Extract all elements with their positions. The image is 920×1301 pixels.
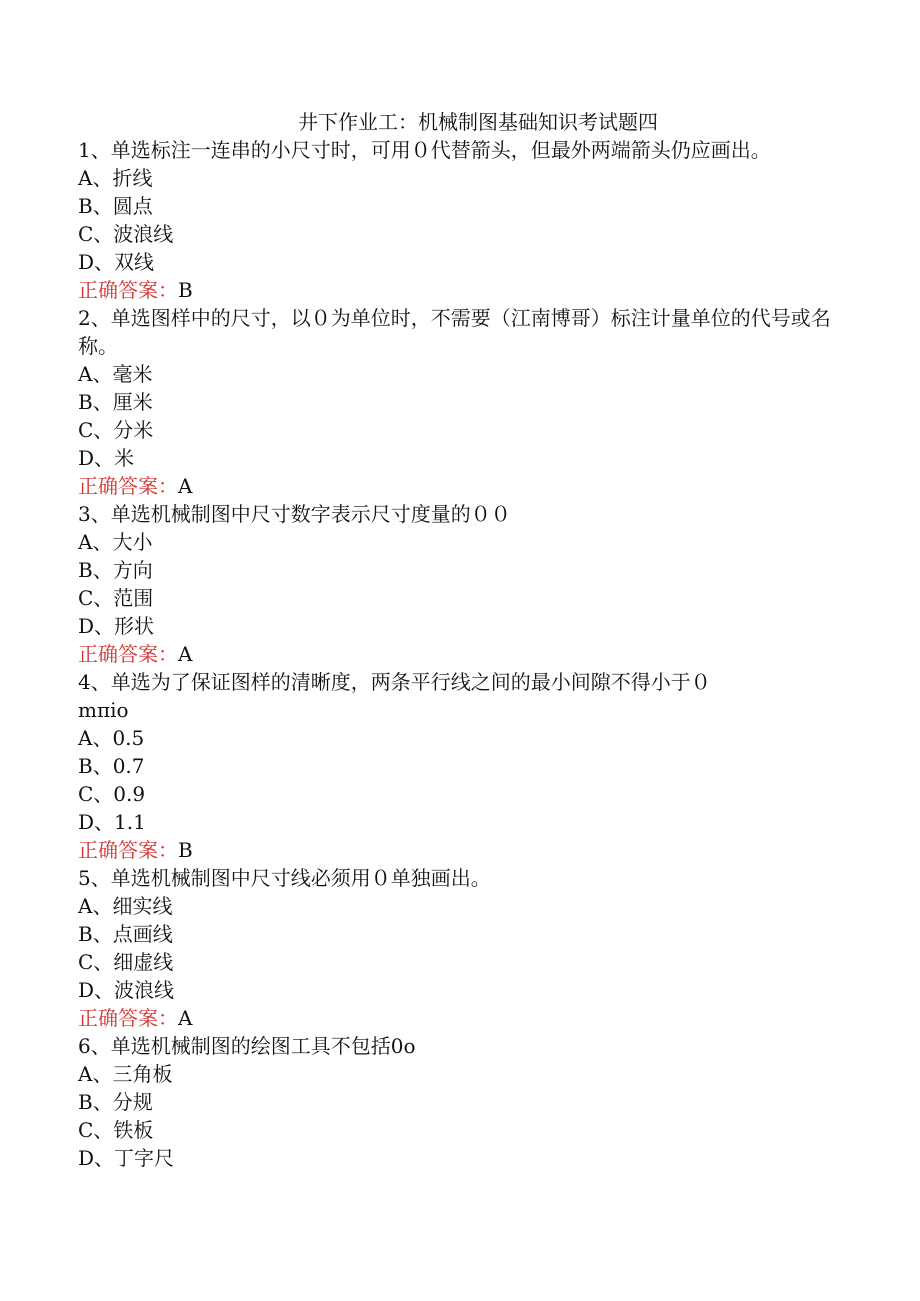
question-text: 5、单选机械制图中尺寸线必须用０单独画出。 xyxy=(78,866,491,890)
question-text: 6、单选机械制图的绘图工具不包括0o xyxy=(78,1034,416,1058)
option-b: B、厘米 xyxy=(78,390,153,414)
option-a: A、细实线 xyxy=(78,894,173,918)
answer-line xyxy=(78,1004,848,1032)
option-b: B、圆点 xyxy=(78,194,153,218)
question-block xyxy=(78,864,848,1032)
answer-value: A xyxy=(178,1006,193,1030)
page-title: 井下作业工：机械制图基础知识考试题四 xyxy=(298,110,658,134)
answer-line xyxy=(78,276,848,304)
option-d: D、米 xyxy=(78,446,135,470)
question-block xyxy=(78,304,848,500)
question-text: 4、单选为了保证图样的清晰度，两条平行线之间的最小间隙不得小于０ xyxy=(78,670,711,694)
answer-line xyxy=(78,472,848,500)
option-d: D、1.1 xyxy=(78,810,146,834)
option-c: C、范围 xyxy=(78,586,154,610)
question-block xyxy=(78,136,848,304)
question-block xyxy=(78,500,848,668)
answer-label: 正确答案： xyxy=(78,278,178,302)
answer-line xyxy=(78,640,848,668)
question-text: 1、单选标注一连串的小尺寸时，可用０代替箭头，但最外两端箭头仍应画出。 xyxy=(78,138,771,162)
option-c: C、细虚线 xyxy=(78,950,174,974)
answer-label: 正确答案： xyxy=(78,1006,178,1030)
option-a: A、折线 xyxy=(78,166,153,190)
option-a: A、大小 xyxy=(78,530,153,554)
question-block xyxy=(78,668,848,864)
option-a: A、毫米 xyxy=(78,362,153,386)
option-c: C、分米 xyxy=(78,418,154,442)
answer-value: A xyxy=(178,642,193,666)
answer-line xyxy=(78,836,848,864)
option-d: D、双线 xyxy=(78,250,155,274)
answer-label: 正确答案： xyxy=(78,474,178,498)
answer-value: A xyxy=(178,474,193,498)
option-b: B、方向 xyxy=(78,558,153,582)
answer-value: B xyxy=(178,838,193,862)
option-c: C、铁板 xyxy=(78,1118,154,1142)
option-a: A、三角板 xyxy=(78,1062,173,1086)
option-b: B、0.7 xyxy=(78,754,145,778)
answer-label: 正确答案： xyxy=(78,642,178,666)
option-d: D、丁字尺 xyxy=(78,1146,175,1170)
question-text: 2、单选图样中的尺寸，以０为单位时，不需要（江南博哥）标注计量单位的代号或名称。 xyxy=(78,306,831,358)
option-a: A、0.5 xyxy=(78,726,145,750)
option-b: B、点画线 xyxy=(78,922,173,946)
option-c: C、波浪线 xyxy=(78,222,174,246)
exam-page xyxy=(78,108,848,1172)
answer-value: B xyxy=(178,278,193,302)
answer-label: 正确答案： xyxy=(78,838,178,862)
option-b: B、分规 xyxy=(78,1090,153,1114)
option-c: C、0.9 xyxy=(78,782,146,806)
question-block xyxy=(78,1032,848,1172)
option-d: D、波浪线 xyxy=(78,978,175,1002)
option-d: D、形状 xyxy=(78,614,155,638)
question-text: 3、单选机械制图中尺寸数字表示尺寸度量的００ xyxy=(78,502,511,526)
question-text-continuation: mπio xyxy=(78,698,129,722)
